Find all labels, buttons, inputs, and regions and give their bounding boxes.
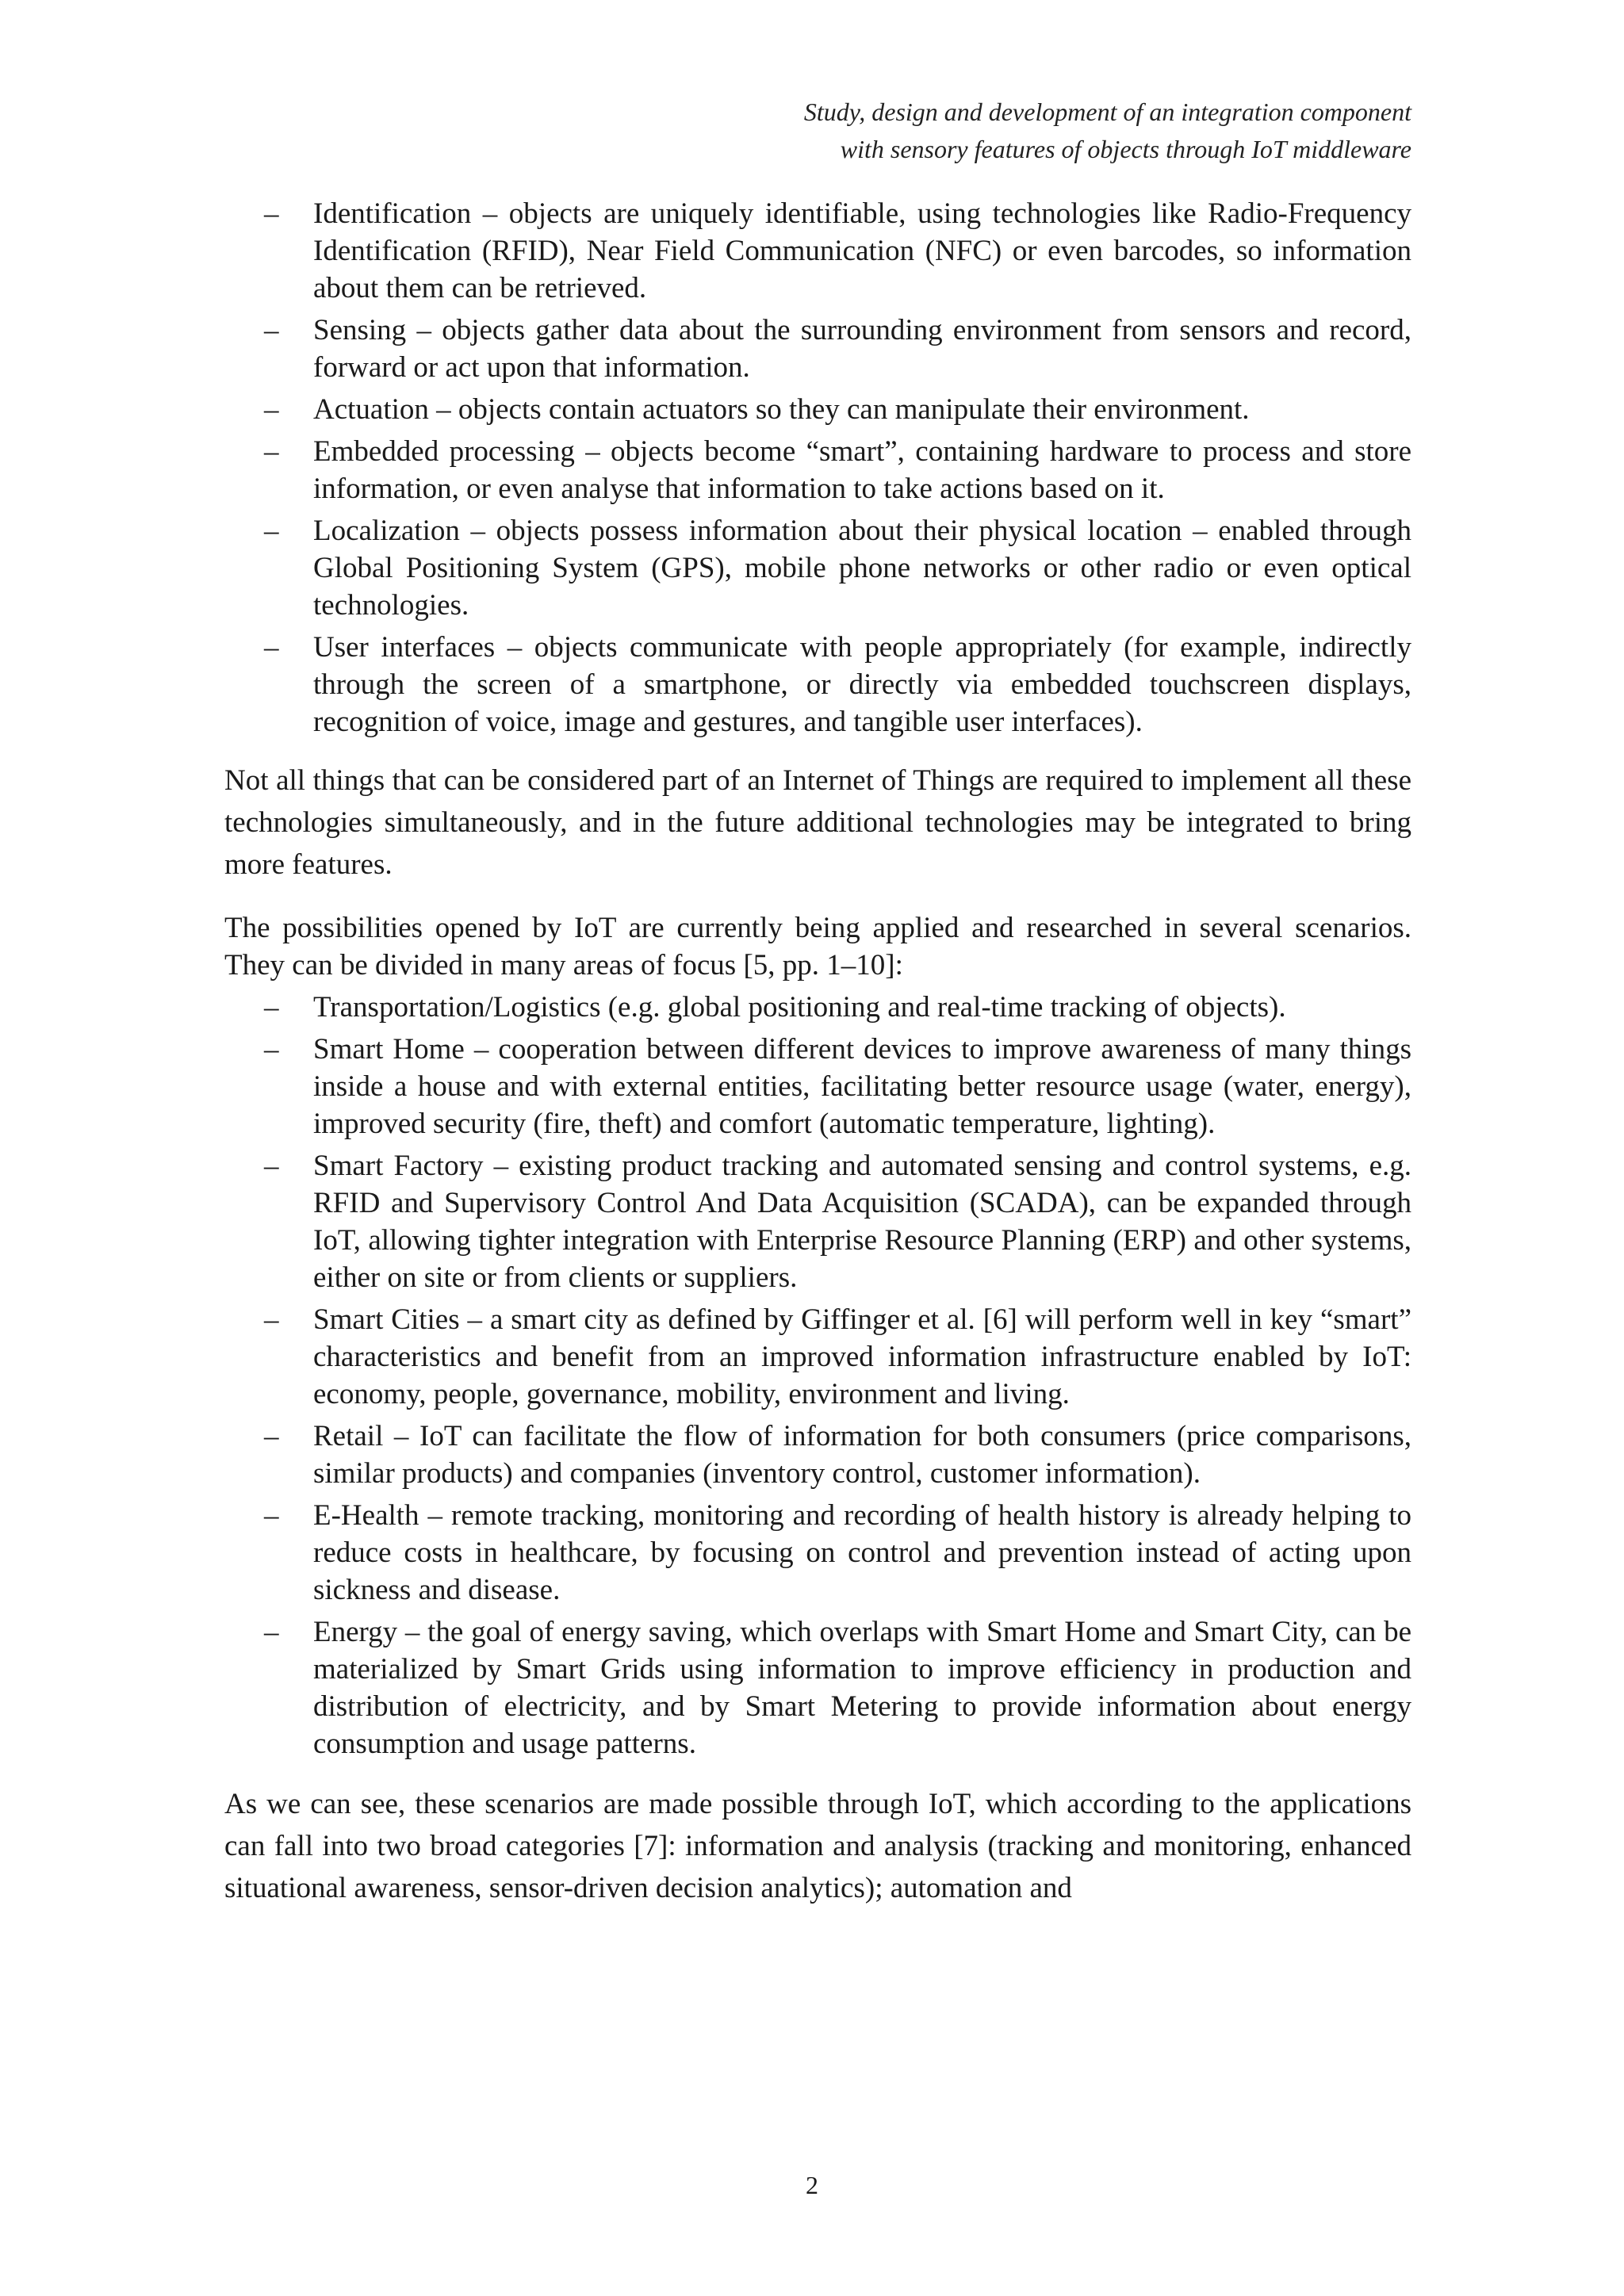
list-item-text: Identification – objects are uniquely identifiable, using technologies like Radio-Frequency Identification (RFID), Near Field Communication (NFC) or even barcodes, so information about them can be retrieved. bbox=[313, 197, 1411, 304]
list-item-text: Actuation – objects contain actuators so they can manipulate their environment. bbox=[313, 393, 1250, 426]
dash-bullet: – bbox=[264, 991, 279, 1024]
dash-bullet: – bbox=[264, 314, 279, 346]
list-item-localization bbox=[224, 512, 1411, 624]
page-number: 2 bbox=[806, 2171, 818, 2199]
list-item-actuation bbox=[224, 391, 1411, 428]
list-item-text: Sensing – objects gather data about the surrounding environment from sensors and record, forward or act upon that information. bbox=[313, 314, 1411, 384]
dash-bullet: – bbox=[264, 1033, 279, 1066]
list-item-user-interfaces bbox=[224, 629, 1411, 740]
list-item-identification bbox=[224, 195, 1411, 307]
paragraph-possibilities: The possibilities opened by IoT are currently being applied and researched in several scenarios. They can be divided in many areas of focus [5, pp. 1–10]: bbox=[224, 912, 1411, 982]
dash-bullet: – bbox=[264, 631, 279, 664]
list-item-text: Smart Cities – a smart city as defined by Giffinger et al. [6] will perform well in key “smart” characteristics and benefit from an improved information infrastructure enabled by IoT: economy, people, governance, mobility, environment and living. bbox=[313, 1303, 1411, 1410]
list-item-text: Smart Factory – existing product tracking and automated sensing and control systems, e.g. RFID and Supervisory Control And Data Acquisition (SCADA), can be expanded through IoT, allowing tighter integration with Enterprise Resource Planning (ERP) and other systems, either on site or from clients or suppliers. bbox=[313, 1150, 1411, 1294]
body-text bbox=[224, 195, 1411, 1909]
application-areas-list bbox=[224, 989, 1411, 1762]
list-item-text: Energy – the goal of energy saving, which overlaps with Smart Home and Smart City, can be materialized by Smart Grids using information to improve efficiency in production and distribution of electricity, and by Smart Metering to provide information about energy consumption and usage patterns. bbox=[313, 1616, 1411, 1760]
list-item-smart-cities bbox=[224, 1301, 1411, 1413]
list-item-e-health bbox=[224, 1497, 1411, 1609]
running-header-line-1: Study, design and development of an integration component bbox=[803, 98, 1411, 126]
running-header bbox=[539, 94, 1411, 168]
list-item-smart-home bbox=[224, 1031, 1411, 1142]
list-item-text: Transportation/Logistics (e.g. global positioning and real-time tracking of objects). bbox=[313, 991, 1286, 1024]
dash-bullet: – bbox=[264, 435, 279, 468]
list-item-text: Embedded processing – objects become “smart”, containing hardware to process and store information, or even analyse that information to take actions based on it. bbox=[313, 435, 1411, 505]
list-item-text: Smart Home – cooperation between different devices to improve awareness of many things inside a house and with external entities, facilitating better resource usage (water, energy), improved security (fire, theft) and comfort (automatic temperature, lighting). bbox=[313, 1033, 1411, 1140]
list-item-text: Retail – IoT can facilitate the flow of information for both consumers (price comparisons, similar products) and companies (inventory control, customer information). bbox=[313, 1420, 1411, 1490]
dash-bullet: – bbox=[264, 1420, 279, 1452]
dash-bullet: – bbox=[264, 393, 279, 426]
list-item-text: E-Health – remote tracking, monitoring and recording of health history is already helping to reduce costs in healthcare, by focusing on control and prevention instead of acting upon sickness and disease. bbox=[313, 1499, 1411, 1606]
dash-bullet: – bbox=[264, 197, 279, 230]
technology-list bbox=[224, 195, 1411, 740]
list-item-sensing bbox=[224, 312, 1411, 386]
list-item-text: Localization – objects possess information about their physical location – enabled through Global Positioning System (GPS), mobile phone networks or other radio or even optical technologies. bbox=[313, 515, 1411, 622]
dash-bullet: – bbox=[264, 1150, 279, 1182]
list-item-text: User interfaces – objects communicate with people appropriately (for example, indirectly through the screen of a smartphone, or directly via embedded touchscreen displays, recognition of voice, image and gestures, and tangible user interfaces). bbox=[313, 631, 1411, 738]
list-item-energy bbox=[224, 1613, 1411, 1762]
list-item-transportation bbox=[224, 989, 1411, 1026]
running-header-line-2: with sensory features of objects through IoT middleware bbox=[840, 135, 1411, 163]
dash-bullet: – bbox=[264, 1303, 279, 1336]
dash-bullet: – bbox=[264, 1616, 279, 1648]
list-item-smart-factory bbox=[224, 1147, 1411, 1296]
list-item-retail bbox=[224, 1418, 1411, 1492]
paragraph-categories: As we can see, these scenarios are made possible through IoT, which according to the applications can fall into two broad categories [7]: information and analysis (tracking and monitoring, enhanced situational awareness, sensor-driven decision analytics); automation and bbox=[224, 1788, 1411, 1904]
dash-bullet: – bbox=[264, 1499, 279, 1532]
dash-bullet: – bbox=[264, 515, 279, 547]
paragraph-things-requirements: Not all things that can be considered part of an Internet of Things are required to implement all these technologies simultaneously, and in the future additional technologies may be integrated to bring more features. bbox=[224, 764, 1411, 881]
list-item-embedded-processing bbox=[224, 433, 1411, 507]
